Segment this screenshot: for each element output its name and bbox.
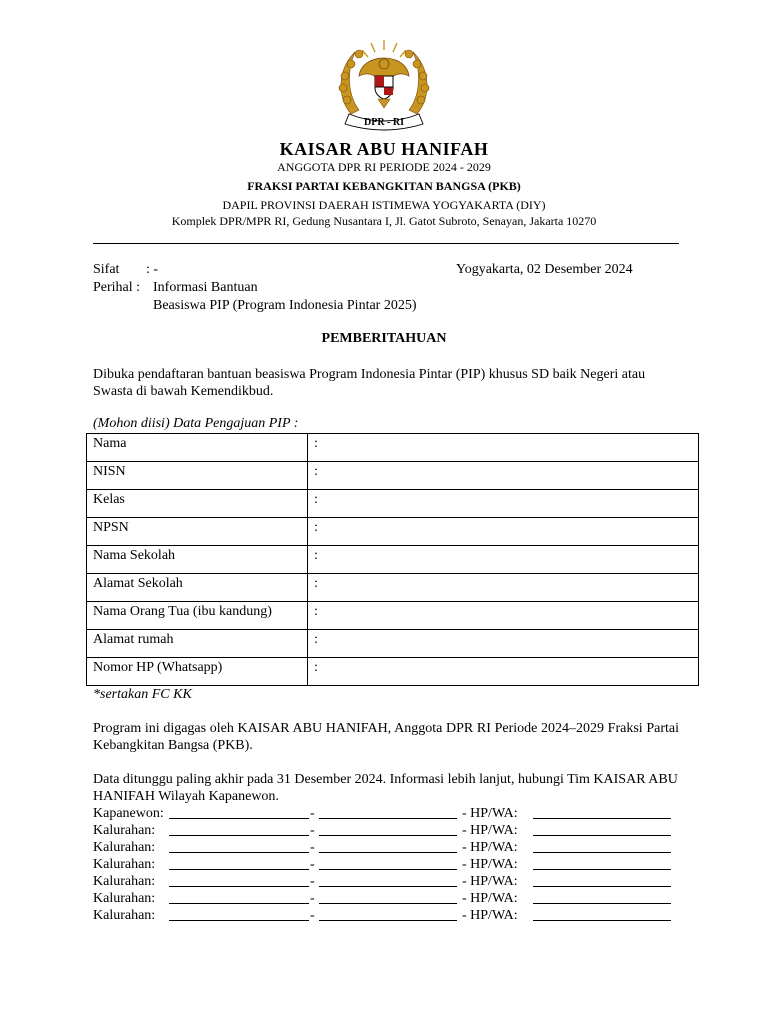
form-row [87, 574, 699, 602]
letterhead-name: KAISAR ABU HANIFAH [279, 139, 489, 159]
pip-data-form-table [86, 433, 699, 686]
form-row [87, 602, 699, 630]
contact-hp-label: - HP/WA: [462, 857, 518, 872]
dpr-ri-emblem-icon [331, 36, 437, 134]
contact-phone-blank[interactable] [533, 835, 671, 836]
form-row-label: Nama [87, 434, 308, 462]
contact-name-blank[interactable] [169, 903, 309, 904]
contact-person-blank[interactable] [319, 835, 457, 836]
form-row-value-field[interactable]: : [308, 546, 699, 574]
contact-separator: - [310, 806, 315, 821]
form-row-value-field[interactable]: : [308, 434, 699, 462]
contact-separator: - [310, 857, 315, 872]
contact-phone-blank[interactable] [533, 869, 671, 870]
letterhead-dapil: DAPIL PROVINSI DAERAH ISTIMEWA YOGYAKARTA (DIY) [222, 198, 546, 212]
contact-separator: - [310, 908, 315, 923]
form-row-label: Alamat rumah [87, 630, 308, 658]
form-row-label: Kelas [87, 490, 308, 518]
form-row-value-field[interactable]: : [308, 602, 699, 630]
program-paragraph: Program ini digagas oleh KAISAR ABU HANIFAH, Anggota DPR RI Periode 2024–2029 Fraksi Partai Kebangkitan Bangsa (PKB). [93, 721, 679, 753]
form-heading: (Mohon diisi) Data Pengajuan PIP : [93, 416, 299, 431]
form-row-value-field[interactable]: : [308, 574, 699, 602]
letterhead-fraksi: FRAKSI PARTAI KEBANGKITAN BANGSA (PKB) [247, 179, 521, 193]
contact-hp-label: - HP/WA: [462, 891, 518, 906]
form-row-label: NISN [87, 462, 308, 490]
contact-separator: - [310, 891, 315, 906]
form-row-value-field[interactable]: : [308, 630, 699, 658]
contact-separator: - [310, 874, 315, 889]
document-title: PEMBERITAHUAN [321, 331, 447, 346]
emblem-banner-text: DPR - RI [364, 117, 404, 128]
deadline-paragraph: Data ditunggu paling akhir pada 31 Desember 2024. Informasi lebih lanjut, hubungi Tim KAISAR ABU HANIFAH Wilayah Kapanewon. [93, 772, 678, 804]
contact-person-blank[interactable] [319, 869, 457, 870]
contact-row-label: Kalurahan: [93, 857, 156, 872]
letterhead-member-period: ANGGOTA DPR RI PERIODE 2024 - 2029 [277, 160, 491, 174]
form-row [87, 658, 699, 686]
intro-paragraph: Dibuka pendaftaran bantuan beasiswa Program Indonesia Pintar (PIP) khusus SD baik Negeri atau Swasta di bawah Kemendikbud. [93, 367, 646, 399]
form-row [87, 546, 699, 574]
contact-hp-label: - HP/WA: [462, 806, 518, 821]
contact-hp-label: - HP/WA: [462, 908, 518, 923]
form-row-value-field[interactable]: : [308, 462, 699, 490]
contact-person-blank[interactable] [319, 886, 457, 887]
perihal-label: Perihal : [93, 280, 141, 295]
form-row-label: NPSN [87, 518, 308, 546]
perihal-line-2: Beasiswa PIP (Program Indonesia Pintar 2025) [153, 298, 417, 313]
contact-row-label: Kalurahan: [93, 823, 156, 838]
sifat-value: : - [146, 262, 159, 277]
form-row-label: Alamat Sekolah [87, 574, 308, 602]
form-row-value-field[interactable]: : [308, 658, 699, 686]
form-row-label: Nama Sekolah [87, 546, 308, 574]
attachment-note: *sertakan FC KK [93, 687, 192, 702]
contact-name-blank[interactable] [169, 852, 309, 853]
contact-name-blank[interactable] [169, 920, 309, 921]
contact-row-label: Kapanewon: [93, 806, 164, 821]
letterhead-address: Komplek DPR/MPR RI, Gedung Nusantara I, Jl. Gatot Subroto, Senayan, Jakarta 10270 [171, 214, 597, 228]
contact-hp-label: - HP/WA: [462, 840, 518, 855]
letterhead-divider [93, 243, 679, 244]
form-row-label: Nama Orang Tua (ibu kandung) [87, 602, 308, 630]
contact-phone-blank[interactable] [533, 852, 671, 853]
form-row-value-field[interactable]: : [308, 490, 699, 518]
contact-phone-blank[interactable] [533, 818, 671, 819]
contact-person-blank[interactable] [319, 903, 457, 904]
form-row [87, 518, 699, 546]
contact-row-label: Kalurahan: [93, 891, 156, 906]
contact-hp-label: - HP/WA: [462, 874, 518, 889]
contact-phone-blank[interactable] [533, 903, 671, 904]
contact-separator: - [310, 823, 315, 838]
contact-person-blank[interactable] [319, 920, 457, 921]
contact-name-blank[interactable] [169, 835, 309, 836]
contact-person-blank[interactable] [319, 852, 457, 853]
form-row-value-field[interactable]: : [308, 518, 699, 546]
contact-name-blank[interactable] [169, 869, 309, 870]
contact-hp-label: - HP/WA: [462, 823, 518, 838]
form-row-label: Nomor HP (Whatsapp) [87, 658, 308, 686]
form-row [87, 490, 699, 518]
contact-person-blank[interactable] [319, 818, 457, 819]
contact-phone-blank[interactable] [533, 886, 671, 887]
form-row [87, 462, 699, 490]
contact-separator: - [310, 840, 315, 855]
sifat-label: Sifat [93, 262, 120, 277]
contact-name-blank[interactable] [169, 886, 309, 887]
contact-row-label: Kalurahan: [93, 840, 156, 855]
contact-row-label: Kalurahan: [93, 908, 156, 923]
contact-row-label: Kalurahan: [93, 874, 156, 889]
form-row [87, 434, 699, 462]
contact-phone-blank[interactable] [533, 920, 671, 921]
form-row [87, 630, 699, 658]
letter-date: Yogyakarta, 02 Desember 2024 [456, 262, 633, 277]
perihal-line-1: Informasi Bantuan [153, 280, 258, 295]
contact-name-blank[interactable] [169, 818, 309, 819]
